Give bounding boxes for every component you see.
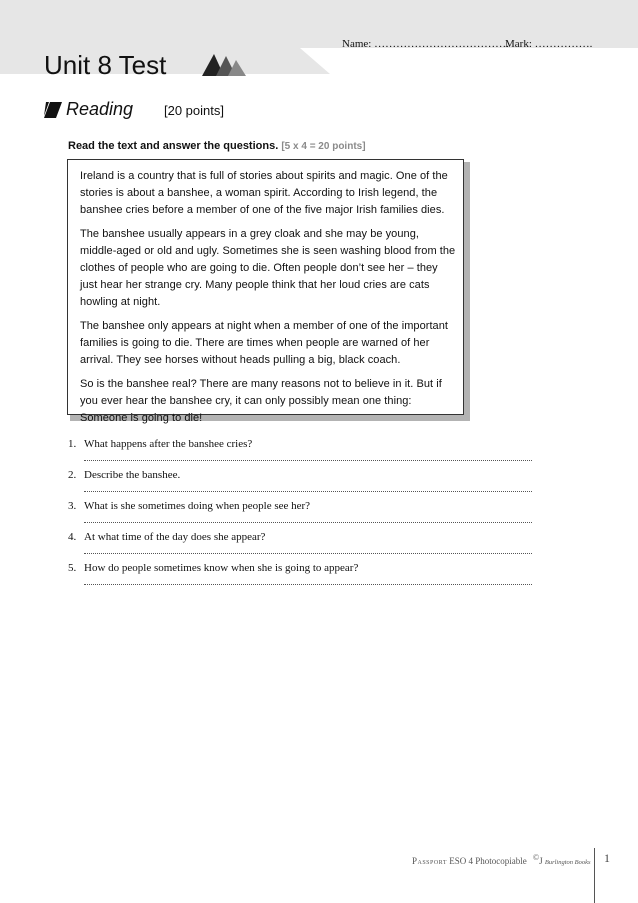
footer-brand: Passport [412,856,447,866]
answer-line[interactable] [84,522,532,523]
question-text: Describe the banshee. [84,469,181,481]
question-item [68,438,532,469]
question-number: 2. [68,469,77,481]
passage-paragraph: Ireland is a country that is full of stories about spirits and magic. One of the stories is about a banshee, a woman spirit. According to Irish legend, the banshee cries before a member of one of the five major Irish families dies. [80,170,448,216]
instructions [68,140,366,152]
section-marker-icon [44,102,62,118]
passage-paragraph: So is the banshee real? There are many reasons not to believe in it. But if you ever hear the banshee cry, it can only possibly mean one thing: Someone is going to die! [80,378,442,424]
page-number: 1 [604,851,610,865]
question-list [68,438,532,593]
mark-field[interactable]: Mark: ……………. [505,38,593,50]
footer-divider [594,848,595,903]
page-title: Unit 8 Test [44,50,167,80]
instructions-scoring: [5 x 4 = 20 points] [281,141,366,152]
section-label: Reading [66,99,134,119]
passage-paragraph: The banshee only appears at night when a member of one of the important families is going to die. There are times when people are warned of her arrival. They see horses without heads pulling a big, black coach. [80,320,448,366]
question-number: 1. [68,438,77,450]
question-text: How do people sometimes know when she is going to appear? [84,562,359,574]
footer-course: ESO 4 [449,856,474,866]
publisher-initial: J [539,856,543,866]
answer-line[interactable] [84,553,532,554]
question-number: 5. [68,562,77,574]
question-item [68,531,532,562]
question-item [68,469,532,500]
answer-line[interactable] [84,460,532,461]
footer-credit [412,853,591,866]
passage-box [67,159,464,424]
instructions-main: Read the text and answer the questions. [68,140,279,152]
mountain-logo-icon [202,52,248,76]
name-mark-row [342,38,593,50]
answer-line[interactable] [84,584,532,585]
question-item [68,500,532,531]
question-item [68,562,532,593]
question-text: What happens after the banshee cries? [84,438,253,450]
question-number: 4. [68,531,77,543]
footer-photocopiable: Photocopiable [475,856,527,866]
question-text: What is she sometimes doing when people see her? [84,500,311,512]
section-points: [20 points] [164,103,224,118]
copyright-icon: © [533,853,540,862]
question-text: At what time of the day does she appear? [84,531,266,543]
name-field[interactable]: Name: ………………………………. [342,38,509,50]
question-number: 3. [68,500,77,512]
passage-paragraph: The banshee usually appears in a grey cloak and she may be young, middle-aged or old and ugly. Sometimes she is seen washing blood from the clothes of people who are going to die. Often people don’t see her – they just hear her strange cry. Many people think that her loud cries are cats howling at night. [80,228,456,308]
footer-publisher: Burlington Books [544,859,591,866]
answer-line[interactable] [84,491,532,492]
